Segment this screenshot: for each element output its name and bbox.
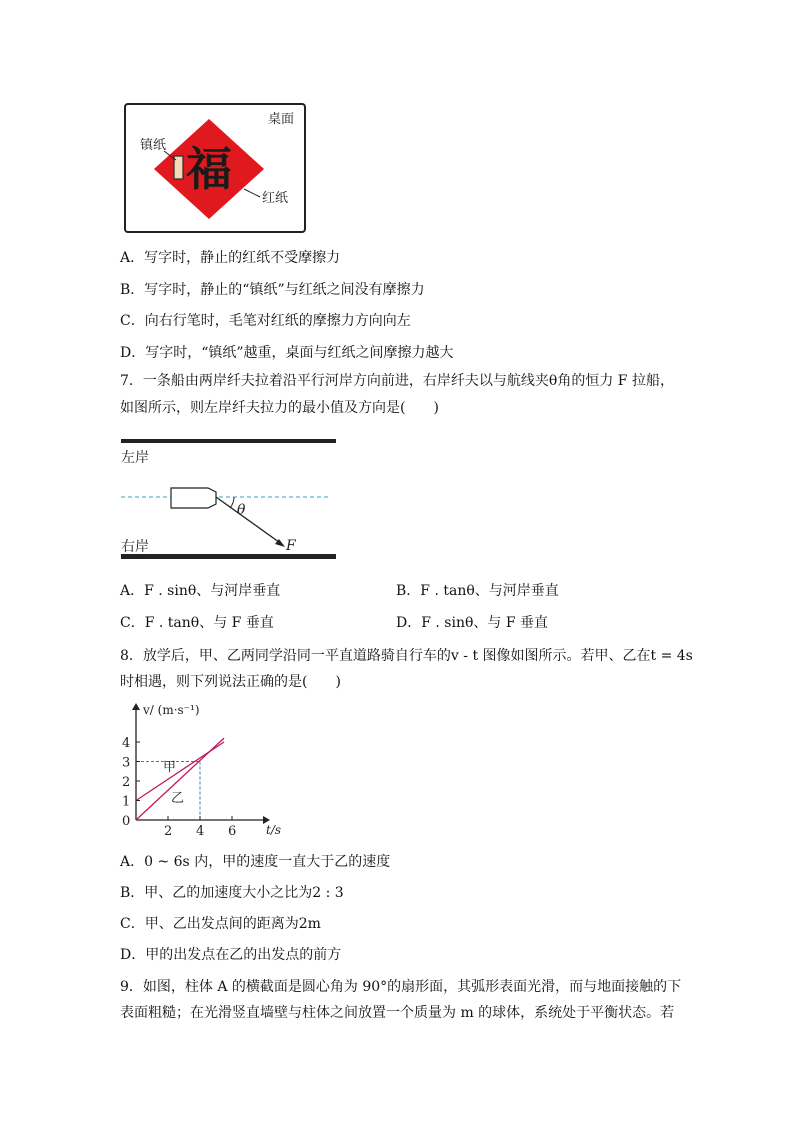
fig-boat xyxy=(118,433,342,565)
paper-label: 红纸 xyxy=(262,191,289,206)
q7-stem-line1: 7．一条船由两岸纤夫拉着沿平行河岸方向前进，右岸纤夫以与航线夹θ角的恒力 F 拉船， xyxy=(120,373,674,389)
fig-desk-paper xyxy=(124,103,306,233)
q6-option-a: A．写字时，静止的红纸不受摩擦力 xyxy=(120,250,341,266)
right-bank-label: 右岸 xyxy=(121,539,149,555)
left-bank-line xyxy=(121,439,336,443)
q7-option-b: B．F . tanθ、与河岸垂直 xyxy=(396,583,559,599)
q6-option-b: B．写字时，静止的“镇纸”与红纸之间没有摩擦力 xyxy=(120,282,425,298)
q8-option-a: A．0 ~ 6s 内，甲的速度一直大于乙的速度 xyxy=(120,854,391,870)
q7-stem-line2: 如图所示，则左岸纤夫拉力的最小值及方向是( ) xyxy=(120,400,439,416)
q8-stem-line1: 8．放学后，甲、乙两同学沿同一平直道路骑自行车的v - t 图像如图所示。若甲、乙在t = 4s xyxy=(120,648,693,664)
x-tick-label: 2 xyxy=(164,824,173,838)
q8-option-d: D．甲的出发点在乙的出发点的前方 xyxy=(120,947,342,963)
force-arrow xyxy=(216,497,283,545)
x-tick-label: 4 xyxy=(196,824,205,838)
force-label: F xyxy=(286,538,296,554)
y-tick-label: 0 xyxy=(122,814,131,829)
fu-char: 福 xyxy=(186,142,232,196)
series-jia-label: 甲 xyxy=(163,760,177,775)
q6-option-d: D．写字时，“镇纸”越重，桌面与红纸之间摩擦力越大 xyxy=(120,345,454,361)
q8-stem-line2: 时相遇，则下列说法正确的是( ) xyxy=(120,674,341,690)
fig-desk-svg xyxy=(126,105,304,231)
q7-option-d: D．F . sinθ、与 F 垂直 xyxy=(396,615,549,631)
weight-label: 镇纸 xyxy=(140,138,167,153)
y-tick-label: 1 xyxy=(122,794,131,810)
paper-leader xyxy=(244,189,260,197)
series-yi-label: 乙 xyxy=(171,791,185,806)
fig-boat-svg xyxy=(118,433,342,565)
desk-label: 桌面 xyxy=(268,112,295,127)
series-line-1 xyxy=(136,738,224,820)
theta-arc xyxy=(230,497,234,508)
vt-chart-svg xyxy=(118,698,288,838)
q7-option-a: A．F . sinθ、与河岸垂直 xyxy=(120,583,281,599)
q9-stem-line1: 9．如图，柱体 A 的横截面是圆心角为 90°的扇形面，其弧形表面光滑，而与地面接触的下 xyxy=(120,979,682,995)
q7-option-c: C．F . tanθ、与 F 垂直 xyxy=(120,615,274,631)
left-bank-label: 左岸 xyxy=(121,450,149,466)
q8-option-c: C．甲、乙出发点间的距离为2m xyxy=(120,916,321,932)
chart-xlabel: t/s xyxy=(266,823,282,837)
q6-option-c: C．向右行笔时，毛笔对红纸的摩擦力方向向左 xyxy=(120,313,411,329)
x-tick-label: 6 xyxy=(228,824,237,838)
y-tick-label: 2 xyxy=(122,775,131,790)
q9-stem-line2: 表面粗糙；在光滑竖直墙壁与柱体之间放置一个质量为 m 的球体，系统处于平衡状态。若 xyxy=(120,1005,675,1021)
vt-chart xyxy=(118,698,288,838)
theta-label: θ xyxy=(237,502,246,518)
boat xyxy=(171,488,216,508)
right-bank-line xyxy=(121,554,336,559)
q8-option-b: B．甲、乙的加速度大小之比为2 : 3 xyxy=(120,885,344,901)
y-axis-arrow xyxy=(132,703,140,710)
y-tick-label: 4 xyxy=(122,736,131,751)
y-tick-label: 3 xyxy=(122,755,131,771)
chart-ylabel: v/ (m·s⁻¹) xyxy=(143,703,200,717)
